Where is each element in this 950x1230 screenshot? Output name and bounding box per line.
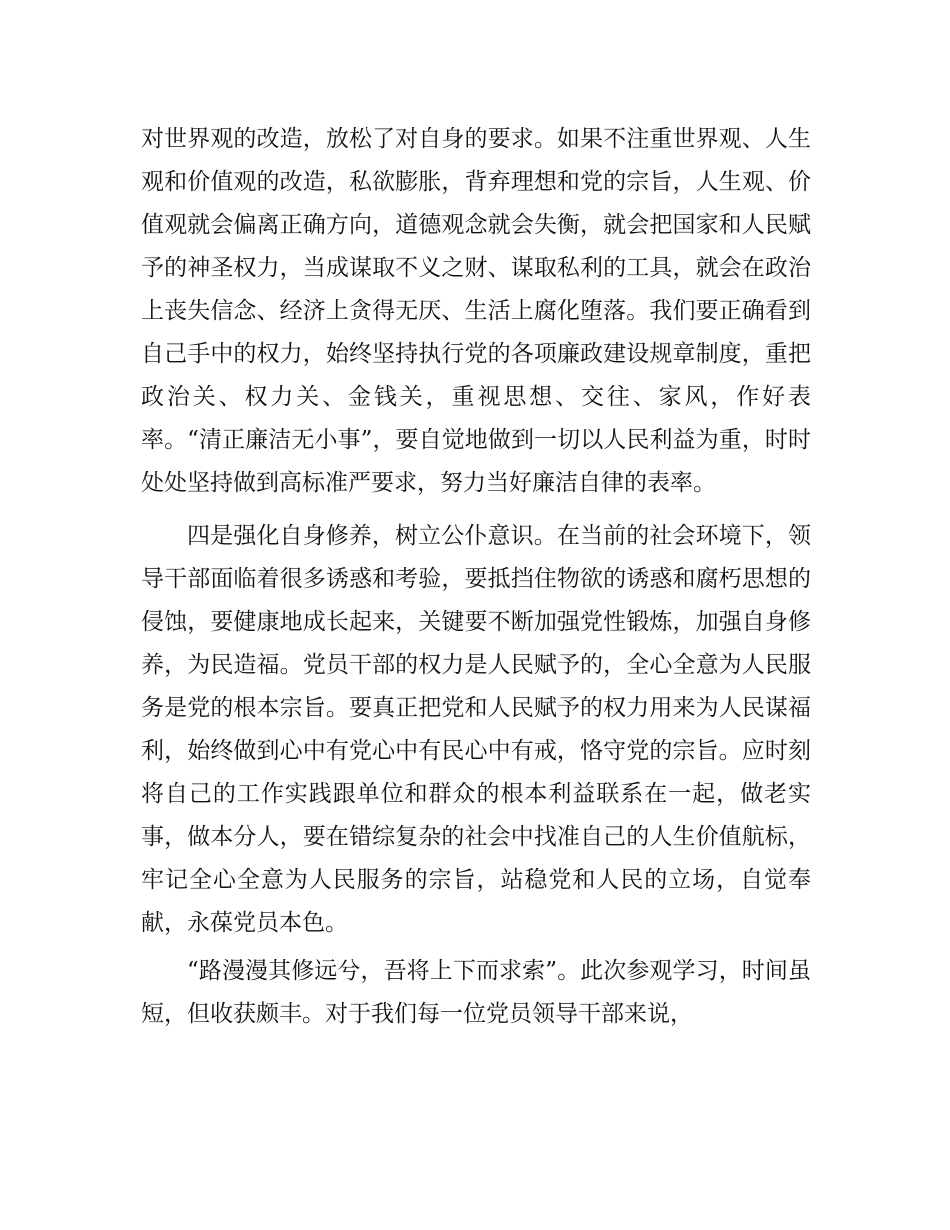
paragraph-self-cultivation: 四是强化自身修养，树立公仆意识。在当前的社会环境下，领导干部面临着很多诱惑和考验，要抵挡住物欲的诱惑和腐朽思想的侵蚀，要健康地成长起来，关键要不断加强党性锻炼，加强自身修养，为民造福。党员干部的权力是人民赋予的，全心全意为人民服务是党的根本宗旨。要真正把党和人民赋予的权力用来为人民谋福利，始终做到心中有党心中有民心中有戒，恪守党的宗旨。应时刻将自己的工作实践跟单位和群众的根本利益联系在一起，做老实事，做本分人，要在错综复杂的社会中找准自己的人生价值航标，牢记全心全意为人民服务的宗旨，站稳党和人民的立场，自觉奉献，永葆党员本色。: [141, 523, 811, 936]
paragraph-continuation: 对世界观的改造，放松了对自身的要求。如果不注重世界观、人生观和价值观的改造，私欲膨胀，背弃理想和党的宗旨，人生观、价值观就会偏离正确方向，道德观念就会失衡，就会把国家和人民赋予的神圣权力，当成谋取不义之财、谋取私利的工具，就会在政治上丧失信念、经济上贪得无厌、生活上腐化堕落。我们要正确看到自己手中的权力，始终坚持执行党的各项廉政建设规章制度，重把政治关、权力关、金钱关，重视思想、交往、家风，作好表率。“清正廉洁无小事”，要自觉地做到一切以人民利益为重，时时处处坚持做到高标准严要求，努力当好廉洁自律的表率。: [141, 126, 811, 496]
document-body: [141, 118, 811, 1036]
paragraph-closing: “路漫漫其修远兮，吾将上下而求索”。此次参观学习，时间虽短，但收获颇丰。对于我们每一位党员领导干部来说，: [141, 958, 811, 1027]
